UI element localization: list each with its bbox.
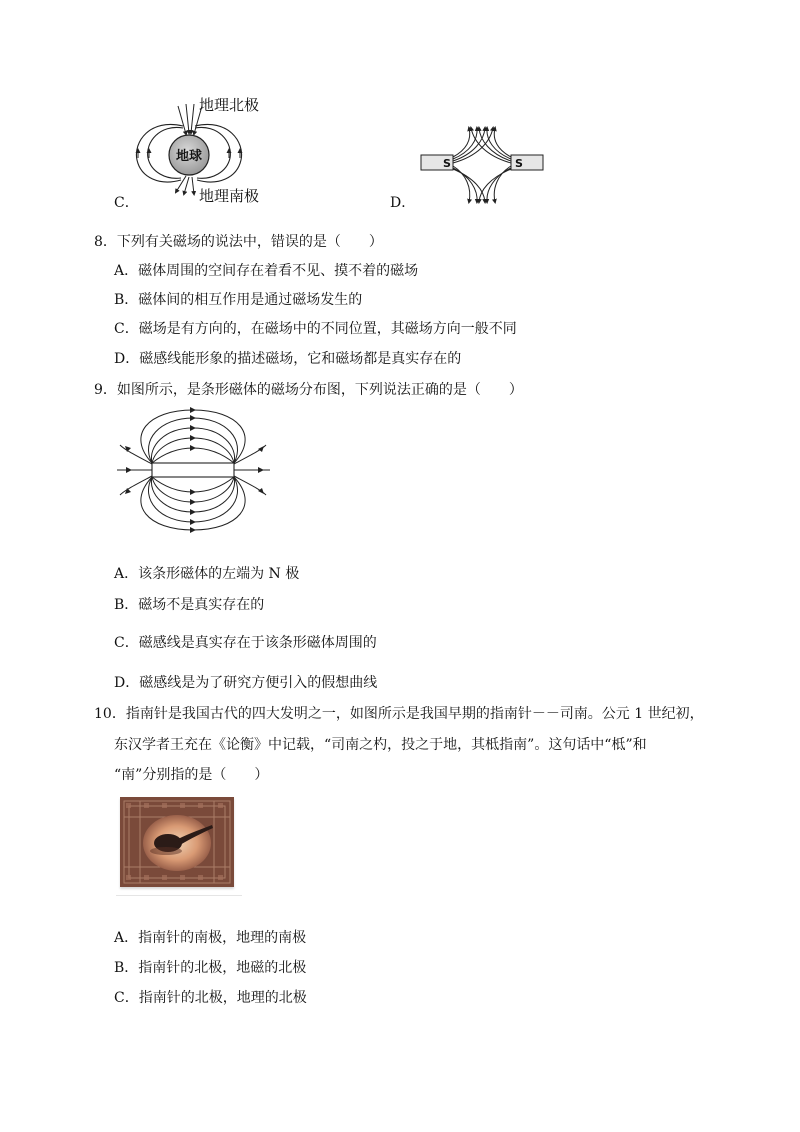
q8-stem: 8．下列有关磁场的说法中，错误的是（ ） xyxy=(94,234,383,250)
option-c-label: C． xyxy=(114,195,139,211)
option-d-label: D． xyxy=(390,195,416,211)
earth-label: 地球 xyxy=(175,149,203,164)
q10-stem-line-3: “南”分别指的是（ ） xyxy=(114,767,269,783)
q10-option-a: A．指南针的南极，地理的南极 xyxy=(114,930,307,946)
q9-option-b: B．磁场不是真实存在的 xyxy=(114,597,265,613)
q8-option-c: C．磁场是有方向的，在磁场中的不同位置，其磁场方向一般不同 xyxy=(114,321,517,337)
q9-option-d: D．磁感线是为了研究方便引入的假想曲线 xyxy=(114,675,378,691)
q8-option-a: A．磁体周围的空间存在着看不见、摸不着的磁场 xyxy=(114,263,419,279)
q8-option-d: D．磁感线能形象的描述磁场，它和磁场都是真实存在的 xyxy=(114,351,462,367)
q9-option-a: A．该条形磁体的左端为 N 极 xyxy=(114,566,300,582)
q10-stem-line-2: 东汉学者王充在《论衡》中记载，“司南之杓，投之于地，其柢指南”。这句话中“柢”和 xyxy=(114,737,647,753)
photo-shadow-line xyxy=(116,895,242,896)
q10-option-c: C．指南针的北极，地理的北极 xyxy=(114,990,307,1006)
q9-stem: 9．如图所示，是条形磁体的磁场分布图，下列说法正确的是（ ） xyxy=(94,382,523,398)
sinan-photo xyxy=(120,797,234,887)
q9-option-c: C．磁感线是真实存在于该条形磁体周围的 xyxy=(114,635,377,651)
q10-stem-line-1: 10．指南针是我国古代的四大发明之一，如图所示是我国早期的指南针－－司南。公元 1 世纪初， xyxy=(94,706,704,722)
q10-option-b: B．指南针的北极，地磁的北极 xyxy=(114,960,307,976)
q8-option-b: B．磁体间的相互作用是通过磁场发生的 xyxy=(114,292,363,308)
geographic-north-label: 地理北极 xyxy=(199,96,260,114)
left-s-pole: S xyxy=(443,157,451,170)
right-s-pole: S xyxy=(515,157,523,170)
geographic-south-label: 地理南极 xyxy=(199,187,260,205)
bar-magnet xyxy=(152,463,234,477)
